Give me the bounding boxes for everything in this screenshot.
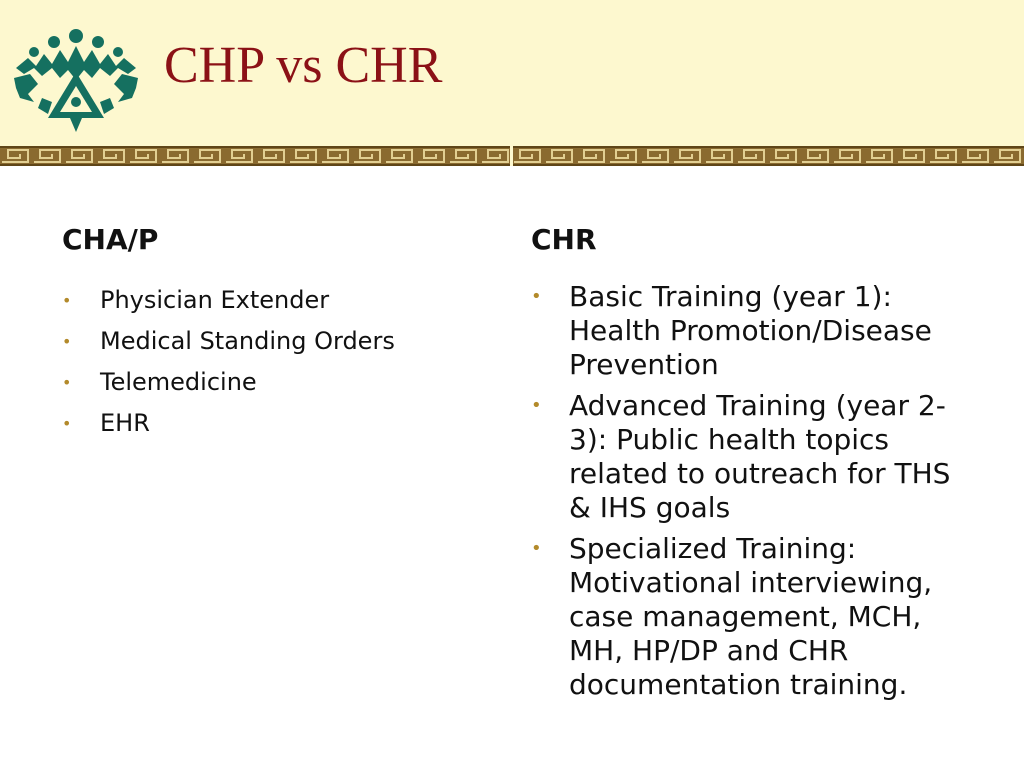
right-bullet-list — [531, 280, 981, 702]
list-item — [531, 389, 981, 525]
greek-key-border — [0, 146, 1024, 166]
bullet-icon: • — [62, 291, 72, 310]
list-item — [62, 280, 482, 321]
bullet-icon: • — [62, 332, 72, 351]
list-item — [62, 362, 482, 403]
list-item-text: Telemedicine — [100, 368, 257, 396]
bullet-icon: • — [531, 286, 542, 307]
left-column-heading: CHA/P — [62, 223, 159, 256]
bullet-icon: • — [531, 538, 542, 559]
right-column-heading: CHR — [531, 223, 597, 256]
list-item-text: Basic Training (year 1): Health Promotion/Disease Prevention — [569, 280, 932, 381]
list-item — [531, 280, 981, 382]
list-item-text: EHR — [100, 409, 150, 437]
list-item-text: Medical Standing Orders — [100, 327, 395, 355]
left-bullet-list — [62, 280, 482, 444]
slide-header — [0, 0, 1024, 146]
bullet-icon: • — [62, 414, 72, 433]
bullet-icon: • — [531, 395, 542, 416]
bullet-icon: • — [62, 373, 72, 392]
list-item — [62, 403, 482, 444]
left-column — [62, 222, 482, 444]
list-item-text: Advanced Training (year 2-3): Public health topics related to outreach for THS & IHS goals — [569, 389, 951, 524]
right-column — [531, 222, 981, 709]
list-item — [531, 532, 981, 702]
list-item — [62, 321, 482, 362]
list-item-text: Physician Extender — [100, 286, 330, 314]
slide-title: CHP vs CHR — [164, 37, 443, 94]
tribal-emblem-icon — [14, 28, 138, 132]
list-item-text: Specialized Training: Motivational interviewing, case management, MCH, MH, HP/DP and CHR documentation training. — [569, 532, 933, 701]
